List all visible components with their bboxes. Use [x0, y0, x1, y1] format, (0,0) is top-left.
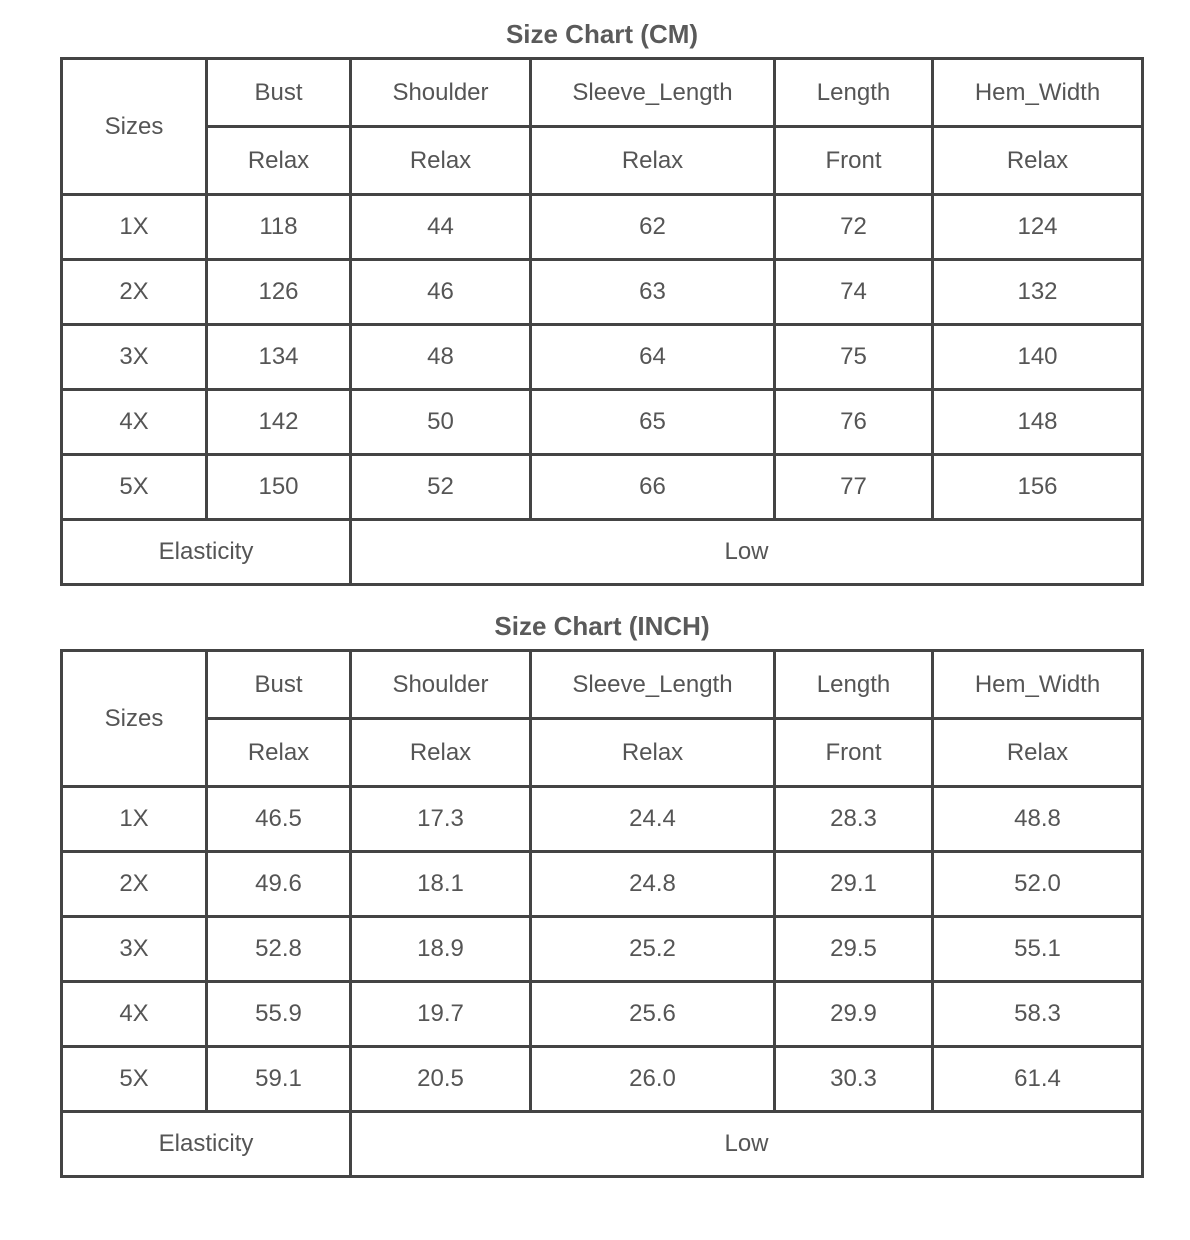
header-hem-width: Hem_Width	[934, 652, 1144, 720]
table-row	[63, 1048, 1144, 1113]
table-row	[63, 326, 1144, 391]
size-chart-cm-table	[60, 57, 1144, 586]
value-cell: 66	[532, 456, 776, 521]
size-chart-inch-table	[60, 649, 1144, 1178]
subheader-length: Front	[776, 128, 934, 196]
value-cell: 55.1	[934, 918, 1144, 983]
value-cell: 59.1	[208, 1048, 352, 1113]
header-bust: Bust	[208, 652, 352, 720]
value-cell: 18.1	[352, 853, 532, 918]
value-cell: 50	[352, 391, 532, 456]
header-sleeve-length: Sleeve_Length	[532, 60, 776, 128]
value-cell: 124	[934, 196, 1144, 261]
value-cell: 26.0	[532, 1048, 776, 1113]
size-chart-cm-title: Size Chart (CM)	[505, 19, 699, 49]
value-cell: 46	[352, 261, 532, 326]
header-shoulder: Shoulder	[352, 652, 532, 720]
subheader-bust: Relax	[208, 128, 352, 196]
size-cell: 4X	[63, 391, 208, 456]
value-cell: 72	[776, 196, 934, 261]
subheader-hem-width: Relax	[934, 128, 1144, 196]
table-row	[63, 788, 1144, 853]
header-shoulder: Shoulder	[352, 60, 532, 128]
elasticity-row	[63, 521, 1144, 586]
value-cell: 29.5	[776, 918, 934, 983]
value-cell: 63	[532, 261, 776, 326]
value-cell: 49.6	[208, 853, 352, 918]
value-cell: 52	[352, 456, 532, 521]
table-row	[63, 918, 1144, 983]
value-cell: 58.3	[934, 983, 1144, 1048]
value-cell: 77	[776, 456, 934, 521]
table-row	[63, 391, 1144, 456]
value-cell: 25.6	[532, 983, 776, 1048]
value-cell: 29.1	[776, 853, 934, 918]
value-cell: 140	[934, 326, 1144, 391]
elasticity-value: Low	[352, 1113, 1144, 1178]
value-cell: 19.7	[352, 983, 532, 1048]
header-sleeve-length: Sleeve_Length	[532, 652, 776, 720]
size-cell: 3X	[63, 326, 208, 391]
subheader-row	[63, 128, 1144, 196]
header-row	[63, 60, 1144, 128]
table-row	[63, 983, 1144, 1048]
value-cell: 126	[208, 261, 352, 326]
header-length: Length	[776, 60, 934, 128]
value-cell: 44	[352, 196, 532, 261]
value-cell: 48	[352, 326, 532, 391]
header-bust: Bust	[208, 60, 352, 128]
value-cell: 48.8	[934, 788, 1144, 853]
subheader-shoulder: Relax	[352, 720, 532, 788]
subheader-row	[63, 720, 1144, 788]
value-cell: 74	[776, 261, 934, 326]
elasticity-label: Elasticity	[63, 521, 352, 586]
subheader-sleeve-length: Relax	[532, 128, 776, 196]
elasticity-row	[63, 1113, 1144, 1178]
value-cell: 24.4	[532, 788, 776, 853]
header-hem-width: Hem_Width	[934, 60, 1144, 128]
header-length: Length	[776, 652, 934, 720]
elasticity-label: Elasticity	[63, 1113, 352, 1178]
value-cell: 52.8	[208, 918, 352, 983]
value-cell: 25.2	[532, 918, 776, 983]
value-cell: 76	[776, 391, 934, 456]
subheader-shoulder: Relax	[352, 128, 532, 196]
value-cell: 61.4	[934, 1048, 1144, 1113]
value-cell: 30.3	[776, 1048, 934, 1113]
size-cell: 5X	[63, 1048, 208, 1113]
value-cell: 150	[208, 456, 352, 521]
subheader-sleeve-length: Relax	[532, 720, 776, 788]
value-cell: 65	[532, 391, 776, 456]
value-cell: 17.3	[352, 788, 532, 853]
size-cell: 5X	[63, 456, 208, 521]
value-cell: 29.9	[776, 983, 934, 1048]
size-cell: 1X	[63, 788, 208, 853]
size-cell: 2X	[63, 261, 208, 326]
sizes-header: Sizes	[63, 60, 208, 196]
value-cell: 134	[208, 326, 352, 391]
size-cell: 2X	[63, 853, 208, 918]
value-cell: 118	[208, 196, 352, 261]
value-cell: 18.9	[352, 918, 532, 983]
value-cell: 148	[934, 391, 1144, 456]
table-row	[63, 456, 1144, 521]
value-cell: 132	[934, 261, 1144, 326]
value-cell: 75	[776, 326, 934, 391]
size-cell: 3X	[63, 918, 208, 983]
value-cell: 52.0	[934, 853, 1144, 918]
size-cell: 4X	[63, 983, 208, 1048]
value-cell: 24.8	[532, 853, 776, 918]
value-cell: 46.5	[208, 788, 352, 853]
subheader-bust: Relax	[208, 720, 352, 788]
elasticity-value: Low	[352, 521, 1144, 586]
value-cell: 62	[532, 196, 776, 261]
value-cell: 142	[208, 391, 352, 456]
subheader-hem-width: Relax	[934, 720, 1144, 788]
table-row	[63, 853, 1144, 918]
value-cell: 64	[532, 326, 776, 391]
value-cell: 20.5	[352, 1048, 532, 1113]
sizes-header: Sizes	[63, 652, 208, 788]
value-cell: 156	[934, 456, 1144, 521]
table-row	[63, 261, 1144, 326]
size-chart-inch-title: Size Chart (INCH)	[494, 611, 710, 641]
value-cell: 28.3	[776, 788, 934, 853]
header-row	[63, 652, 1144, 720]
subheader-length: Front	[776, 720, 934, 788]
value-cell: 55.9	[208, 983, 352, 1048]
size-cell: 1X	[63, 196, 208, 261]
table-row	[63, 196, 1144, 261]
